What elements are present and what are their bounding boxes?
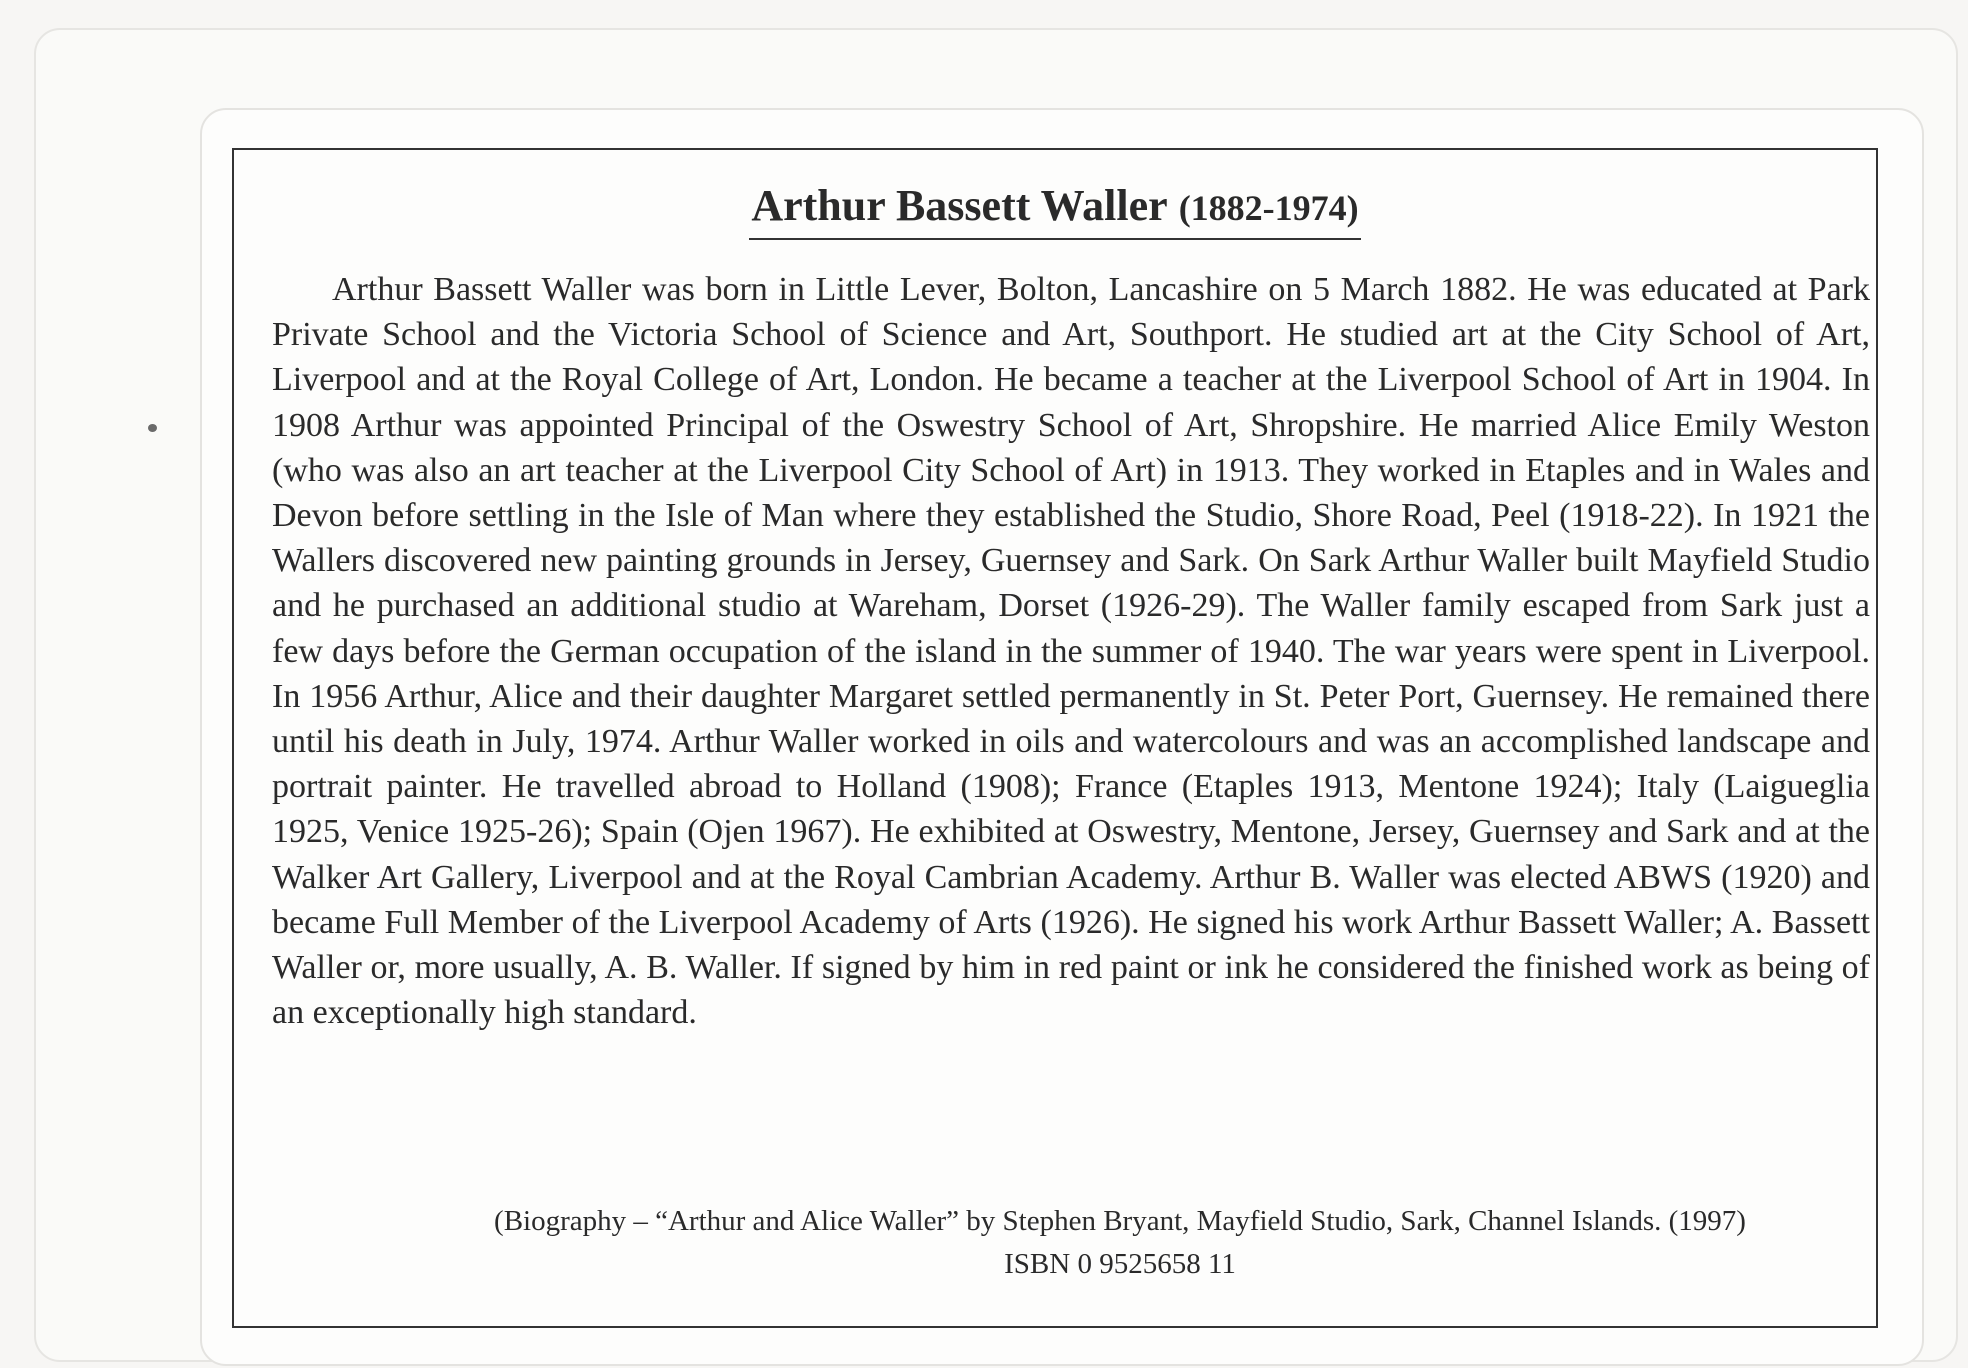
title-block xyxy=(234,176,1876,240)
citation-block xyxy=(234,1200,1876,1286)
title-name: Arthur Bassett Waller xyxy=(751,181,1168,230)
title-dates: (1882-1974) xyxy=(1178,188,1359,228)
paper-speck xyxy=(148,424,157,432)
biography-text: Arthur Bassett Waller was born in Little Lever, Bolton, Lancashire on 5 March 1882. He was educated at Park Private School and the Victoria School of Science and Art, Southport. He studied art at the City School of Art, Liverpool and at the Royal College of Art, London. He became a teacher at the Liverpool School of Art in 1904. In 1908 Arthur was appointed Principal of the Oswestry School of Art, Shropshire. He married Alice Emily Weston (who was also an art teacher at the Liverpool City School of Art) in 1913. They worked in Etaples and in Wales and Devon before settling in the Isle of Man where they established the Studio, Shore Road, Peel (1918-22). In 1921 the Wallers discovered new painting grounds in Jersey, Guernsey and Sark. On Sark Arthur Waller built Mayfield Studio and he purchased an additional studio at Wareham, Dorset (1926-29). The Waller family escaped from Sark just a few days before the German occupation of the island in the summer of 1940. The war years were spent in Liverpool. In 1956 Arthur, Alice and their daughter Margaret settled permanently in St. Peter Port, Guernsey. He remained there until his death in July, 1974. Arthur Waller worked in oils and watercolours and was an accomplished landscape and portrait painter. He travelled abroad to Holland (1908); France (Etaples 1913, Mentone 1924); Italy (Laigueglia 1925, Venice 1925-26); Spain (Ojen 1967). He exhibited at Oswestry, Mentone, Jersey, Guernsey and Sark and at the Walker Art Gallery, Liverpool and at the Royal Cambrian Academy. Arthur B. Waller was elected ABWS (1920) and became Full Member of the Liverpool Academy of Arts (1926). He signed his work Arthur Bassett Waller; A. Bassett Waller or, more usually, A. B. Waller. If signed by him in red paint or ink he considered the finished work as being of an exceptionally high standard. xyxy=(272,271,1870,1032)
biography-frame xyxy=(232,148,1878,1328)
citation-isbn: ISBN 0 9525658 11 xyxy=(1004,1248,1236,1280)
page-title xyxy=(749,176,1360,240)
citation-source: (Biography – “Arthur and Alice Waller” by Stephen Bryant, Mayfield Studio, Sark, Channel Islands. (1997) xyxy=(494,1205,1746,1237)
